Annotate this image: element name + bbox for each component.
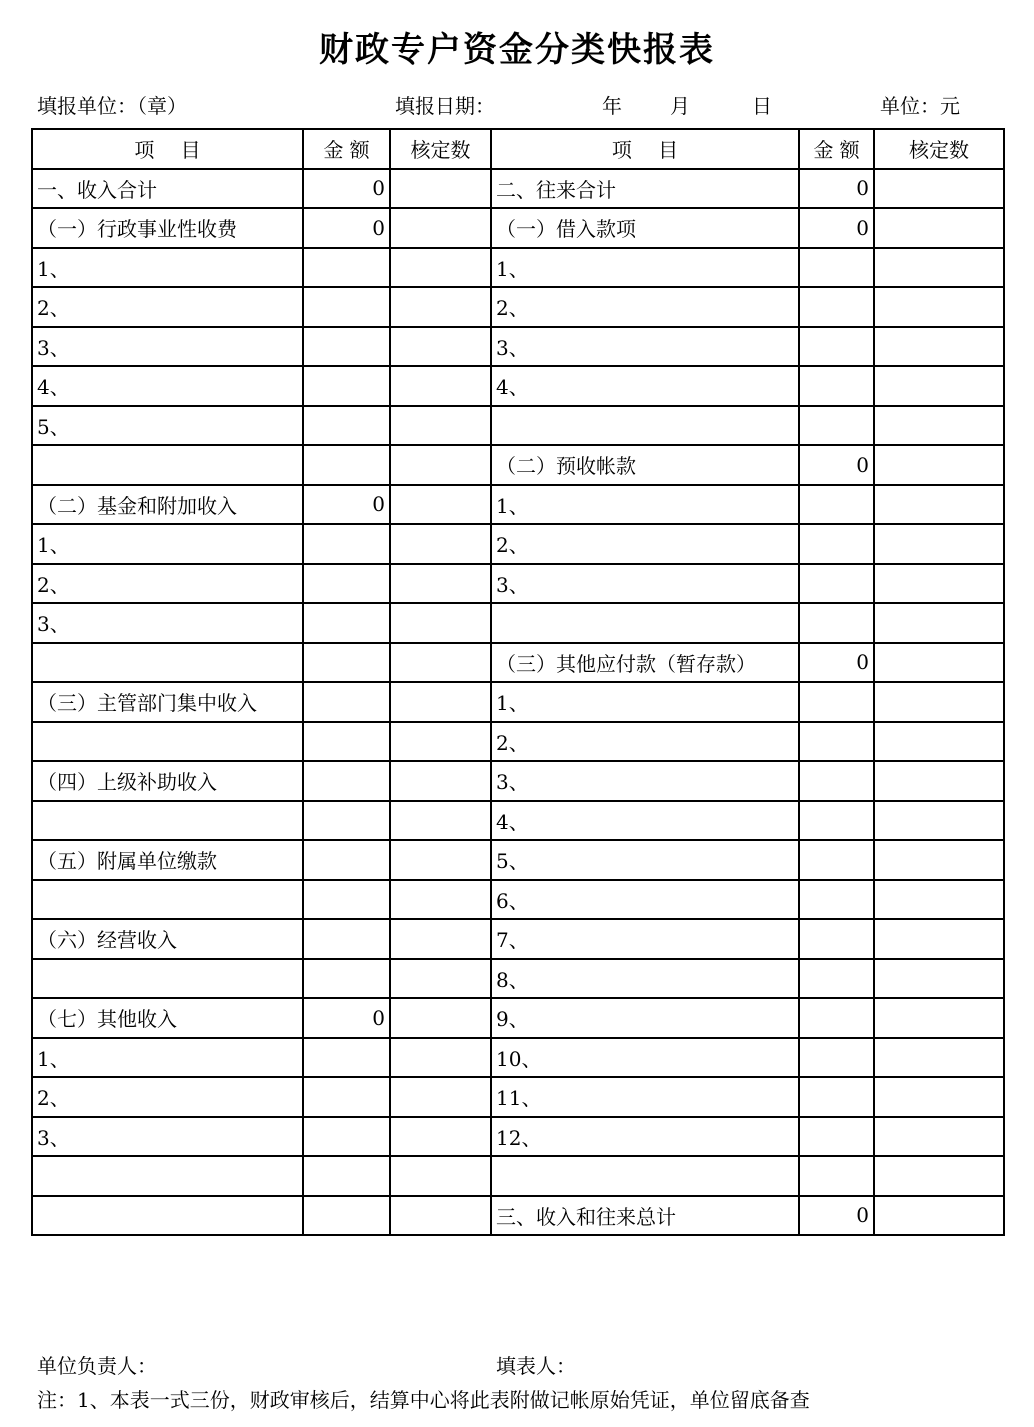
approved-cell-right[interactable] [874,524,1004,564]
item-cell-left[interactable]: （六）经营收入 [32,919,303,959]
amount-cell-right[interactable]: 0 [799,643,874,683]
amount-cell-left[interactable] [303,1038,390,1078]
table-row [32,919,1004,959]
amount-cell-right[interactable] [799,564,874,604]
amount-cell-right[interactable] [799,406,874,446]
amount-cell-right[interactable]: 0 [799,1196,874,1236]
item-cell-right[interactable]: （三）其他应付款（暂存款） [491,643,799,683]
item-cell-right[interactable] [491,406,799,446]
item-cell-right[interactable]: 三、收入和往来总计 [491,1196,799,1236]
amount-cell-left[interactable] [303,248,390,288]
approved-cell-left[interactable] [390,445,491,485]
table-row [32,445,1004,485]
table-row [32,761,1004,801]
approved-cell-left[interactable] [390,248,491,288]
approved-cell-left[interactable] [390,1117,491,1157]
approved-cell-left[interactable] [390,682,491,722]
item-cell-left[interactable]: （二）基金和附加收入 [32,485,303,525]
item-cell-left[interactable]: 2、 [32,564,303,604]
item-cell-right[interactable]: 2、 [491,287,799,327]
approved-cell-left[interactable] [390,1196,491,1236]
column-header-amount-right: 金 额 [799,129,874,169]
approved-cell-left[interactable] [390,801,491,841]
approved-cell-right[interactable] [874,208,1004,248]
day-label: 日 [752,94,772,118]
column-header-item-right: 项 目 [491,129,799,169]
item-cell-left[interactable] [32,722,303,762]
item-cell-right[interactable]: 1、 [491,682,799,722]
approved-cell-right[interactable] [874,1196,1004,1236]
amount-cell-left[interactable] [303,366,390,406]
approved-cell-right[interactable] [874,840,1004,880]
item-cell-left[interactable]: 4、 [32,366,303,406]
table-row [32,880,1004,920]
approved-cell-right[interactable] [874,603,1004,643]
item-cell-left[interactable] [32,959,303,999]
amount-cell-left[interactable]: 0 [303,998,390,1038]
amount-cell-left[interactable] [303,1117,390,1157]
item-cell-right[interactable]: 3、 [491,327,799,367]
table-row [32,1038,1004,1078]
amount-cell-right[interactable] [799,840,874,880]
item-cell-left[interactable]: 2、 [32,287,303,327]
currency-unit-label: 单位：元 [880,94,960,118]
approved-cell-right[interactable] [874,169,1004,209]
item-cell-left[interactable]: （一）行政事业性收费 [32,208,303,248]
approved-cell-right[interactable] [874,564,1004,604]
amount-cell-right[interactable] [799,959,874,999]
item-cell-right[interactable]: 11、 [491,1077,799,1117]
approved-cell-left[interactable] [390,524,491,564]
item-cell-right[interactable] [491,603,799,643]
reporting-unit-label: 填报单位：（章） [37,94,187,118]
table-row [32,1077,1004,1117]
amount-cell-left[interactable] [303,603,390,643]
item-cell-left[interactable]: 2、 [32,1077,303,1117]
amount-cell-left[interactable] [303,445,390,485]
approved-cell-right[interactable] [874,1038,1004,1078]
amount-cell-right[interactable] [799,722,874,762]
column-header-approved-right: 核定数 [874,129,1004,169]
responsible-person-label: 单位负责人： [37,1354,157,1378]
amount-cell-left[interactable] [303,327,390,367]
approved-cell-right[interactable] [874,248,1004,288]
item-cell-left[interactable] [32,445,303,485]
approved-cell-left[interactable] [390,840,491,880]
table-row [32,208,1004,248]
amount-cell-right[interactable] [799,1117,874,1157]
item-cell-right[interactable]: 12、 [491,1117,799,1157]
approved-cell-left[interactable] [390,169,491,209]
table-row [32,1196,1004,1236]
item-cell-left[interactable] [32,1156,303,1196]
item-cell-right[interactable]: 6、 [491,880,799,920]
amount-cell-right[interactable] [799,998,874,1038]
approved-cell-left[interactable] [390,722,491,762]
approved-cell-right[interactable] [874,959,1004,999]
amount-cell-right[interactable] [799,485,874,525]
table-row [32,998,1004,1038]
approved-cell-left[interactable] [390,485,491,525]
item-cell-left[interactable]: （七）其他收入 [32,998,303,1038]
amount-cell-right[interactable] [799,327,874,367]
approved-cell-right[interactable] [874,1077,1004,1117]
amount-cell-right[interactable] [799,1077,874,1117]
item-cell-left[interactable] [32,880,303,920]
amount-cell-right[interactable] [799,1156,874,1196]
amount-cell-left[interactable] [303,287,390,327]
amount-cell-left[interactable] [303,761,390,801]
table-row [32,327,1004,367]
amount-cell-right[interactable] [799,287,874,327]
table-header-row [32,129,1004,169]
amount-cell-right[interactable] [799,801,874,841]
amount-cell-left[interactable] [303,959,390,999]
approved-cell-left[interactable] [390,1156,491,1196]
approved-cell-left[interactable] [390,959,491,999]
table-row [32,485,1004,525]
approved-cell-left[interactable] [390,287,491,327]
amount-cell-right[interactable] [799,919,874,959]
item-cell-right[interactable]: （一）借入款项 [491,208,799,248]
amount-cell-left[interactable] [303,840,390,880]
item-cell-right[interactable]: 3、 [491,761,799,801]
approved-cell-right[interactable] [874,1156,1004,1196]
item-cell-left[interactable] [32,801,303,841]
table-row [32,406,1004,446]
item-cell-right[interactable]: 9、 [491,998,799,1038]
table-row [32,643,1004,683]
item-cell-right[interactable]: 1、 [491,248,799,288]
report-table [31,128,1005,1236]
approved-cell-right[interactable] [874,761,1004,801]
approved-cell-left[interactable] [390,1038,491,1078]
approved-cell-right[interactable] [874,919,1004,959]
approved-cell-left[interactable] [390,919,491,959]
item-cell-left[interactable]: 一、收入合计 [32,169,303,209]
amount-cell-right[interactable] [799,682,874,722]
approved-cell-right[interactable] [874,998,1004,1038]
item-cell-left[interactable]: 5、 [32,406,303,446]
amount-cell-left[interactable]: 0 [303,485,390,525]
amount-cell-right[interactable] [799,1038,874,1078]
column-header-approved-left: 核定数 [390,129,491,169]
approved-cell-right[interactable] [874,643,1004,683]
page-title: 财政专户资金分类快报表 [319,30,715,70]
reporting-date-label: 填报日期： [395,94,495,118]
table-row [32,603,1004,643]
amount-cell-left[interactable] [303,1077,390,1117]
item-cell-right[interactable]: 2、 [491,722,799,762]
item-cell-right[interactable]: 二、往来合计 [491,169,799,209]
item-cell-left[interactable] [32,1196,303,1236]
approved-cell-right[interactable] [874,1117,1004,1157]
amount-cell-right[interactable] [799,761,874,801]
table-row [32,564,1004,604]
amount-cell-right[interactable]: 0 [799,169,874,209]
approved-cell-left[interactable] [390,761,491,801]
table-row [32,801,1004,841]
item-cell-right[interactable]: 10、 [491,1038,799,1078]
item-cell-left[interactable]: 3、 [32,327,303,367]
table-row [32,1156,1004,1196]
item-cell-left[interactable]: （四）上级补助收入 [32,761,303,801]
amount-cell-left[interactable] [303,801,390,841]
table-row [32,524,1004,564]
approved-cell-left[interactable] [390,998,491,1038]
amount-cell-right[interactable] [799,880,874,920]
year-label: 年 [602,94,622,118]
amount-cell-left[interactable] [303,1196,390,1236]
item-cell-left[interactable]: 1、 [32,1038,303,1078]
item-cell-right[interactable]: 7、 [491,919,799,959]
approved-cell-right[interactable] [874,287,1004,327]
item-cell-right[interactable] [491,1156,799,1196]
approved-cell-right[interactable] [874,485,1004,525]
approved-cell-right[interactable] [874,722,1004,762]
item-cell-right[interactable]: 5、 [491,840,799,880]
column-header-item-left: 项 目 [32,129,303,169]
approved-cell-right[interactable] [874,327,1004,367]
amount-cell-left[interactable] [303,919,390,959]
approved-cell-left[interactable] [390,880,491,920]
amount-cell-left[interactable] [303,406,390,446]
amount-cell-left[interactable] [303,880,390,920]
table-row [32,722,1004,762]
amount-cell-right[interactable] [799,248,874,288]
amount-cell-right[interactable]: 0 [799,208,874,248]
item-cell-right[interactable]: （二）预收帐款 [491,445,799,485]
amount-cell-left[interactable] [303,564,390,604]
amount-cell-right[interactable] [799,366,874,406]
approved-cell-right[interactable] [874,406,1004,446]
item-cell-left[interactable]: 3、 [32,603,303,643]
amount-cell-right[interactable]: 0 [799,445,874,485]
item-cell-right[interactable]: 4、 [491,366,799,406]
approved-cell-right[interactable] [874,880,1004,920]
amount-cell-left[interactable] [303,643,390,683]
amount-cell-left[interactable]: 0 [303,169,390,209]
footnote: 注：1、本表一式三份，财政审核后，结算中心将此表附做记帐原始凭证，单位留底备查 [37,1388,810,1412]
item-cell-left[interactable]: （五）附属单位缴款 [32,840,303,880]
approved-cell-left[interactable] [390,366,491,406]
approved-cell-left[interactable] [390,603,491,643]
item-cell-right[interactable]: 1、 [491,485,799,525]
approved-cell-left[interactable] [390,208,491,248]
amount-cell-left[interactable] [303,524,390,564]
approved-cell-left[interactable] [390,406,491,446]
amount-cell-right[interactable] [799,603,874,643]
item-cell-left[interactable]: 3、 [32,1117,303,1157]
amount-cell-left[interactable] [303,682,390,722]
form-filler-label: 填表人： [496,1354,576,1378]
table-row [32,287,1004,327]
approved-cell-left[interactable] [390,327,491,367]
amount-cell-left[interactable] [303,722,390,762]
item-cell-right[interactable]: 4、 [491,801,799,841]
table-row [32,169,1004,209]
item-cell-right[interactable]: 8、 [491,959,799,999]
approved-cell-right[interactable] [874,682,1004,722]
amount-cell-left[interactable]: 0 [303,208,390,248]
amount-cell-right[interactable] [799,524,874,564]
table-row [32,840,1004,880]
item-cell-right[interactable]: 2、 [491,524,799,564]
table-row [32,366,1004,406]
month-label: 月 [670,94,690,118]
approved-cell-right[interactable] [874,366,1004,406]
approved-cell-left[interactable] [390,564,491,604]
item-cell-right[interactable]: 3、 [491,564,799,604]
item-cell-left[interactable]: （三）主管部门集中收入 [32,682,303,722]
approved-cell-left[interactable] [390,643,491,683]
item-cell-left[interactable]: 1、 [32,524,303,564]
approved-cell-right[interactable] [874,445,1004,485]
item-cell-left[interactable] [32,643,303,683]
table-row [32,248,1004,288]
approved-cell-right[interactable] [874,801,1004,841]
table-row [32,1117,1004,1157]
amount-cell-left[interactable] [303,1156,390,1196]
item-cell-left[interactable]: 1、 [32,248,303,288]
table-row [32,959,1004,999]
table-row [32,682,1004,722]
approved-cell-left[interactable] [390,1077,491,1117]
column-header-amount-left: 金 额 [303,129,390,169]
